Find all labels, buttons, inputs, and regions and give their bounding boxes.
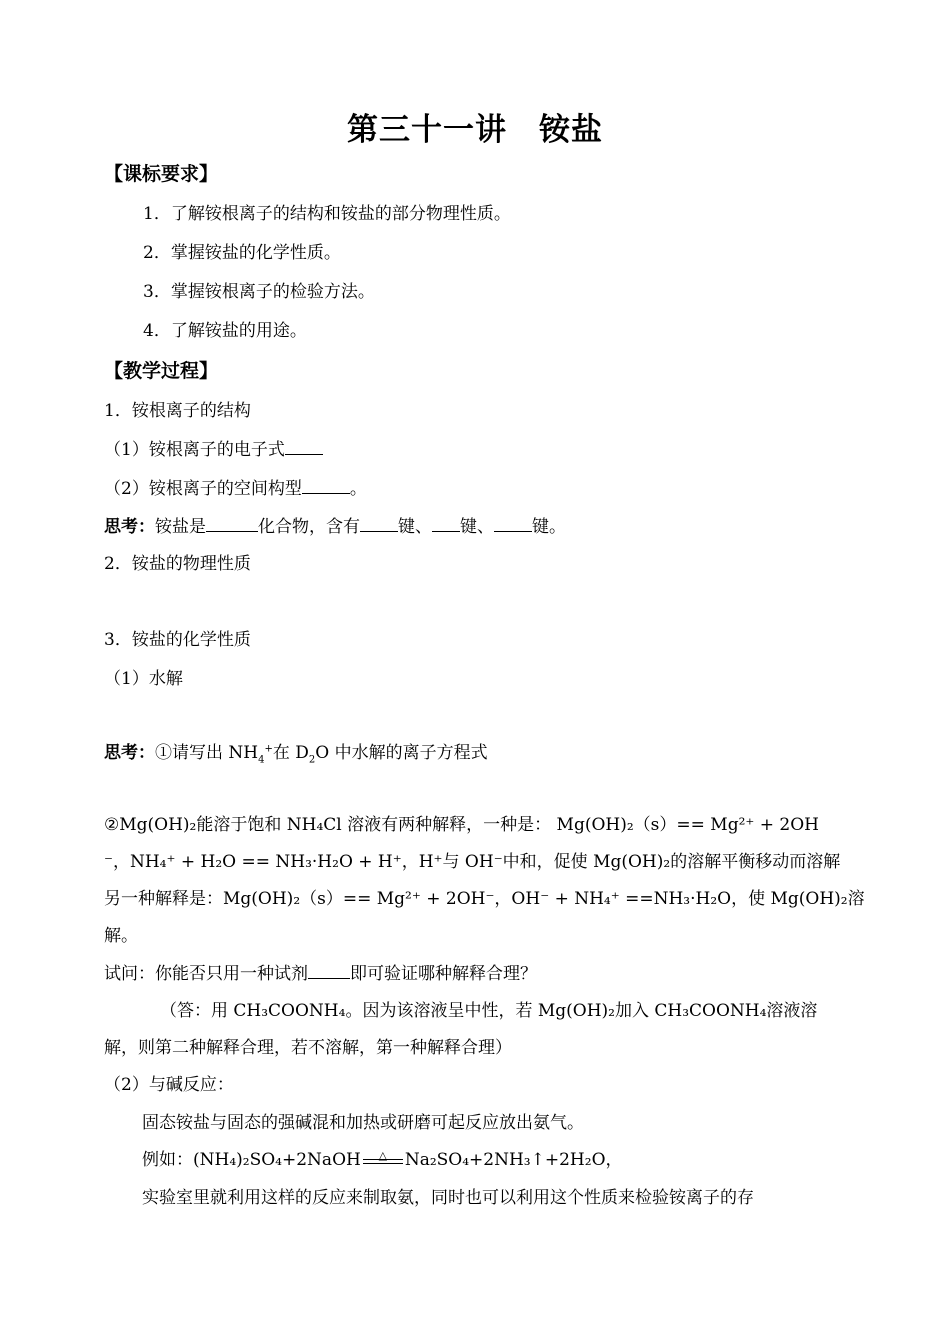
think-text: 化合物，含有 bbox=[258, 517, 360, 537]
answer-blank[interactable] bbox=[308, 961, 350, 979]
requirement-item: 4．了解铵盐的用途。 bbox=[143, 321, 307, 341]
think-label: 思考： bbox=[104, 517, 155, 537]
answer-line: （答：用 CH₃COONH₄。因为该溶液呈中性，若 Mg(OH)₂加入 CH₃COONH₄溶液溶 bbox=[160, 1001, 818, 1021]
requirement-item: 2．掌握铵盐的化学性质。 bbox=[143, 243, 341, 263]
subsection-item: （2）与碱反应： bbox=[104, 1075, 234, 1095]
question-line bbox=[104, 437, 850, 462]
question-line bbox=[104, 961, 850, 986]
paragraph-line: 另一种解释是：Mg(OH)₂（s）== Mg²⁺ + 2OH⁻，OH⁻ + NH₄⁺ ==NH₃·H₂O，使 Mg(OH)₂溶 bbox=[104, 889, 865, 909]
question-text: （2）铵根离子的空间构型 bbox=[104, 479, 302, 499]
answer-blank[interactable] bbox=[285, 437, 323, 455]
subsection-heading: 3．铵盐的化学性质 bbox=[104, 630, 251, 650]
question-text: O 中水解的离子方程式 bbox=[315, 743, 488, 763]
section-heading-process: 【教学过程】 bbox=[104, 360, 219, 382]
section-heading-requirements: 【课标要求】 bbox=[104, 163, 219, 185]
answer-line: 解，则第二种解释合理，若不溶解，第一种解释合理） bbox=[104, 1038, 512, 1058]
paragraph-line: ②Mg(OH)₂能溶于饱和 NH₄Cl 溶液有两种解释，一种是： Mg(OH)₂（s）== Mg²⁺ + 2OH bbox=[104, 815, 819, 835]
think-text: 铵盐是 bbox=[155, 517, 206, 537]
answer-blank[interactable] bbox=[432, 514, 460, 532]
heat-equals-sign bbox=[361, 1148, 405, 1169]
answer-blank[interactable] bbox=[494, 514, 532, 532]
think-line bbox=[104, 514, 850, 539]
question-text: 即可验证哪种解释合理？ bbox=[350, 964, 537, 984]
paragraph-line: 固态铵盐与固态的强碱混和加热或研磨可起反应放出氨气。 bbox=[142, 1113, 584, 1133]
page-title: 第三十一讲 铵盐 bbox=[347, 112, 603, 148]
heat-icon: △ bbox=[378, 1148, 388, 1162]
subsection-item: （1）水解 bbox=[104, 669, 183, 689]
paragraph-line: 实验室里就利用这样的反应来制取氨，同时也可以利用这个性质来检验铵离子的存 bbox=[142, 1188, 754, 1208]
answer-blank[interactable] bbox=[302, 476, 350, 494]
question-text: （1）铵根离子的电子式 bbox=[104, 440, 285, 460]
question-line bbox=[104, 476, 850, 501]
equation-left: 例如：(NH₄)₂SO₄+2NaOH bbox=[142, 1150, 361, 1170]
requirement-item: 1．了解铵根离子的结构和铵盐的部分物理性质。 bbox=[143, 204, 511, 224]
equation-right: Na₂SO₄+2NH₃↑+2H₂O， bbox=[404, 1150, 623, 1170]
paragraph-line: 解。 bbox=[104, 926, 138, 946]
question-text: ①请写出 NH bbox=[155, 743, 259, 763]
think-label: 思考： bbox=[104, 743, 155, 763]
question-text: 在 D bbox=[272, 743, 309, 763]
equation-line bbox=[142, 1148, 888, 1172]
answer-blank[interactable] bbox=[360, 514, 398, 532]
think-question-1: 思考：①请写出 $NH_4^+$在 $D_2O$ 中水解的离子方程式 bbox=[104, 743, 488, 766]
think-text: 键。 bbox=[532, 517, 566, 537]
answer-blank[interactable] bbox=[206, 514, 258, 532]
punctuation: 。 bbox=[349, 479, 367, 499]
subsection-heading: 2．铵盐的物理性质 bbox=[104, 554, 251, 574]
requirement-item: 3．掌握铵根离子的检验方法。 bbox=[143, 282, 375, 302]
question-text: 试问：你能否只用一种试剂 bbox=[104, 964, 308, 984]
subsection-heading: 1．铵根离子的结构 bbox=[104, 401, 251, 421]
think-text: 键、 bbox=[398, 517, 432, 537]
think-text: 键、 bbox=[460, 517, 494, 537]
paragraph-line: ⁻，NH₄⁺ + H₂O == NH₃·H₂O + H⁺，H⁺与 OH⁻中和，促使 Mg(OH)₂的溶解平衡移动而溶解 bbox=[104, 852, 841, 872]
